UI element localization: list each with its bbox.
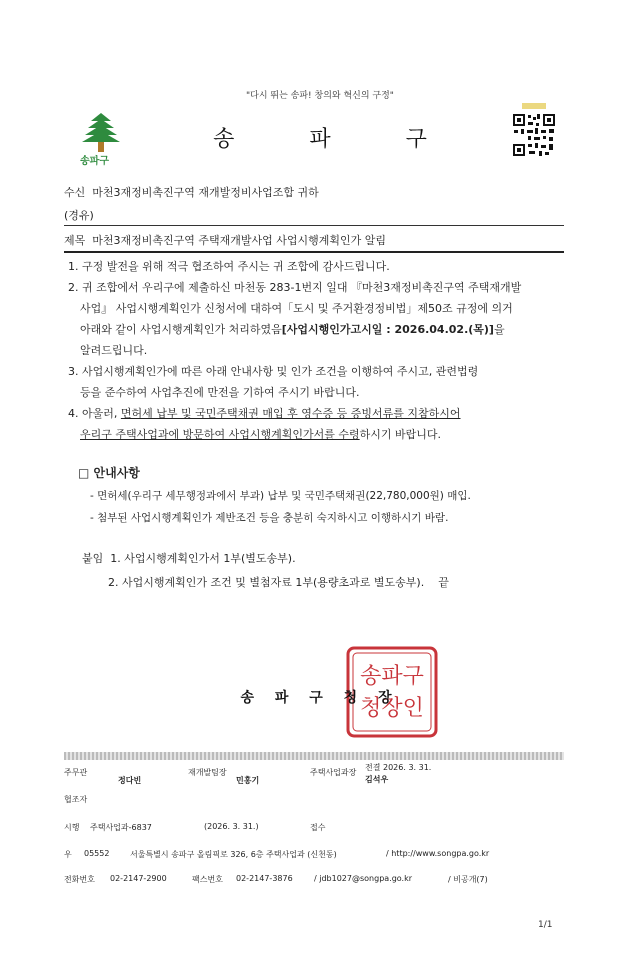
website-link[interactable]: / http://www.songpa.go.kr — [386, 849, 490, 858]
divider — [64, 225, 564, 226]
notice-item: - 첨부된 사업시행계획인가 제반조건 등을 충분히 숙지하시고 이행하시기 바람. — [90, 512, 449, 524]
issuer-name: 송 파 구 청 장 — [240, 690, 400, 706]
fax-number: 02-2147-3876 — [236, 874, 293, 883]
attachment-label: 붙임 — [82, 552, 104, 565]
attachment-line-2 — [108, 574, 449, 590]
qr-code-icon — [512, 103, 556, 159]
paragraph-2-text: 아래와 같이 사업시행계획인가 처리하였음 — [80, 323, 282, 336]
seal-text: 청장인 — [360, 696, 424, 721]
address: 서울특별시 송파구 올림픽로 326, 6층 주택사업과 (신천동) — [130, 850, 337, 859]
recipient-label: 수신 — [64, 186, 86, 199]
disclosure-status: / 비공개(7) — [448, 875, 488, 884]
paragraph-2-line-3 — [68, 319, 568, 340]
logo-text: 송파구 — [80, 156, 109, 167]
notice-item: - 면허세(우리구 세무행정과에서 부과) 납부 및 국민주택채권(22,780,000원) 매입. — [90, 490, 471, 502]
body-text — [68, 256, 568, 445]
exec-label: 시행 — [64, 823, 80, 832]
page-number: 1/1 — [538, 920, 553, 930]
attachment-item: 1. 사업시행계획인가서 1부(별도송부). — [110, 552, 296, 565]
fax-label: 팩스번호 — [192, 875, 223, 884]
zip-code: 05552 — [84, 849, 110, 858]
exec-value: 주택사업과-6837 — [90, 823, 152, 832]
cooperator-label: 협조자 — [64, 795, 88, 804]
paragraph-2-line-2: 사업』 사업시행계획인가 신청서에 대하여「도시 및 주거환경정비법」제50조 규정에 의거 — [80, 302, 513, 315]
paragraph-4-line-1 — [68, 403, 568, 424]
footer-band — [64, 752, 564, 760]
via-line: (경유) — [64, 209, 94, 222]
chief-name: 김석우 — [365, 775, 389, 784]
end-mark: 끝 — [438, 576, 449, 589]
document-title: 송 파 구 — [213, 127, 461, 152]
paragraph-3-line-2: 등을 준수하여 사업추진에 만전을 기하여 주시기 바랍니다. — [80, 386, 360, 399]
paragraph-1: 1. 구정 발전을 위해 적극 협조하여 주시는 귀 조합에 감사드립니다. — [68, 260, 390, 273]
attachment-line-1 — [82, 550, 296, 566]
chief-label: 주택사업과장 — [310, 768, 357, 777]
team-label: 재개발팀장 — [188, 768, 227, 777]
paragraph-2-line-4: 알려드립니다. — [80, 344, 148, 357]
paragraph-2-line-1: 2. 귀 조합에서 우리구에 제출하신 마천동 283-1번지 일대 『마천3재정비촉진구역 주택재개발 — [68, 281, 522, 294]
divider-thick — [64, 251, 564, 253]
email-link[interactable]: / jdb1027@songpa.go.kr — [314, 874, 413, 883]
seal-text: 송파구 — [360, 664, 424, 689]
slogan: "다시 뛰는 송파! 창의와 혁신의 구정" — [246, 91, 394, 101]
notice-title: □ 안내사항 — [78, 466, 140, 480]
phone-label: 전화번호 — [64, 875, 95, 884]
receipt-label: 접수 — [310, 823, 326, 832]
paragraph-4-underlined: 면허세 납부 및 국민주택채권 매입 후 영수증 등 증빙서류를 지참하시어 — [120, 407, 461, 420]
subject-line — [64, 232, 386, 248]
team-name: 민홍기 — [236, 776, 260, 785]
chief-note: 전결 2026. 3. 31. — [365, 763, 432, 772]
exec-date: (2026. 3. 31.) — [204, 822, 259, 831]
paragraph-4-suffix: 하시기 바랍니다. — [359, 428, 442, 441]
subject-label: 제목 — [64, 234, 86, 247]
paragraph-3-line-1: 3. 사업시행계획인가에 따른 아래 안내사항 및 인가 조건을 이행하여 주시고, 관련법령 — [68, 365, 479, 378]
paragraph-4-lead: 4. 아울러, — [68, 407, 121, 420]
notice-date-highlight: [사업시행인가고시일 : 2026.04.02.(목)] — [281, 323, 494, 336]
zip-label: 우 — [64, 850, 72, 859]
subject-value: 마천3재정비촉진구역 주택재개발사업 사업시행계획인가 알림 — [92, 234, 387, 247]
phone-number: 02-2147-2900 — [110, 874, 167, 883]
recipient-value: 마천3재정비촉진구역 재개발정비사업조합 귀하 — [92, 186, 319, 199]
officer-label: 주무관 — [64, 768, 88, 777]
attachment-item: 2. 사업시행계획인가 조건 및 별첨자료 1부(용량초과로 별도송부). — [108, 576, 425, 589]
paragraph-2-suffix: 을 — [493, 323, 505, 336]
paragraph-4-line-2 — [68, 424, 568, 445]
officer-name: 정다빈 — [118, 776, 142, 785]
recipient-line — [64, 184, 319, 200]
paragraph-4-underlined-2: 우리구 주택사업과에 방문하여 사업시행계획인가서를 수령 — [80, 428, 360, 441]
